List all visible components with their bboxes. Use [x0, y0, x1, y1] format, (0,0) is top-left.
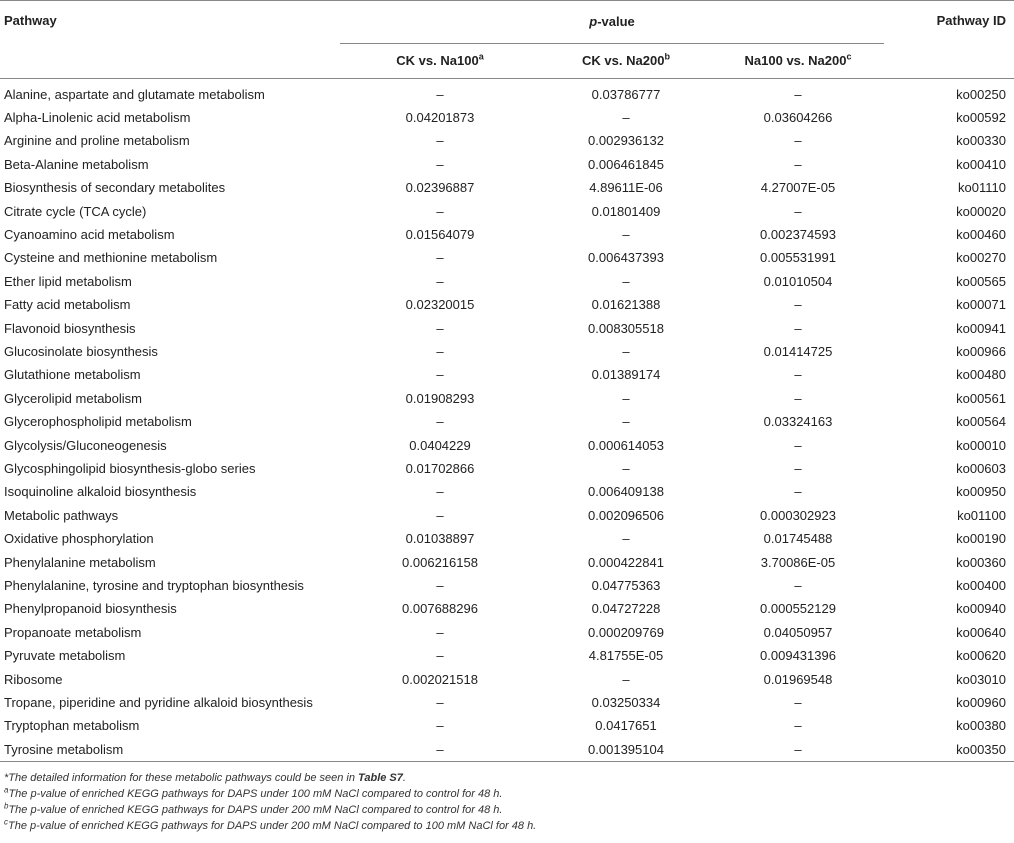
cell-ck-vs-na100: 0.01702866: [405, 461, 475, 476]
cell-na100-vs-na200: 0.009431396: [760, 648, 836, 664]
cell-ck-vs-na100: 0.006216158: [402, 554, 478, 570]
cell-ck-vs-na100: 0.02396887: [405, 180, 475, 196]
cell-pathway: Phenylalanine, tyrosine and tryptophan biosynthesis: [4, 578, 304, 594]
cell-ck-vs-na200: 0.03786777: [591, 86, 661, 102]
cell-ck-vs-na200: 0.01801409: [591, 203, 661, 219]
table-row: [0, 668, 1014, 691]
cell-pathway-id: ko00071: [956, 297, 1006, 313]
cell-ck-vs-na200: 0.0417651: [595, 718, 657, 734]
cell-ck-vs-na100: –: [436, 484, 444, 500]
table-row: [0, 457, 1014, 480]
cell-pathway-id: ko01100: [957, 507, 1006, 523]
cell-na100-vs-na200: –: [794, 297, 802, 313]
cell-na100-vs-na200: –: [794, 718, 802, 734]
cell-pathway: Propanoate metabolism: [4, 624, 142, 640]
cell-ck-vs-na200: –: [622, 531, 630, 547]
table-row: [0, 551, 1014, 574]
cell-pathway-id: ko00380: [956, 718, 1006, 734]
cell-ck-vs-na100: 0.002021518: [402, 671, 478, 687]
cell-ck-vs-na200: –: [622, 461, 630, 476]
header-pathway: Pathway: [0, 1, 340, 44]
cell-na100-vs-na200: –: [794, 578, 802, 594]
cell-ck-vs-na200: 0.006461845: [588, 156, 664, 172]
table-row: [0, 574, 1014, 597]
cell-na100-vs-na200: 0.000302923: [760, 507, 836, 523]
cell-ck-vs-na100: –: [436, 273, 444, 289]
cell-pathway: Flavonoid biosynthesis: [4, 320, 136, 336]
cell-na100-vs-na200: –: [712, 738, 884, 762]
cell-pathway-id: ko00640: [956, 624, 1006, 640]
cell-pathway: Metabolic pathways: [4, 507, 119, 523]
table-body: [0, 78, 1014, 762]
header-spacer-id: [884, 43, 1014, 78]
cell-na100-vs-na200: 0.04050957: [763, 624, 833, 640]
cell-na100-vs-na200: –: [794, 390, 802, 406]
cell-pathway-id: ko00250: [956, 86, 1006, 102]
cell-pathway-id: ko00620: [956, 648, 1006, 664]
table-row: [0, 387, 1014, 410]
cell-pathway-id: ko00561: [956, 390, 1006, 406]
cell-ck-vs-na100: –: [436, 203, 444, 219]
cell-ck-vs-na100: –: [436, 718, 444, 734]
table-row: [0, 246, 1014, 269]
cell-ck-vs-na100: 0.02320015: [405, 297, 475, 313]
cell-pathway-id: ko00941: [956, 320, 1006, 336]
cell-pathway: Tropane, piperidine and pyridine alkaloid biosynthesis: [4, 695, 313, 711]
cell-ck-vs-na200: –: [622, 226, 630, 242]
table-row: [0, 78, 1014, 106]
table-row: [0, 621, 1014, 644]
cell-pathway-id: ko00603: [956, 461, 1006, 476]
cell-pathway: Glycerolipid metabolism: [4, 390, 142, 406]
cell-ck-vs-na200: 0.000614053: [588, 437, 664, 453]
cell-ck-vs-na100: –: [436, 507, 444, 523]
cell-ck-vs-na100: –: [436, 250, 444, 266]
cell-na100-vs-na200: –: [794, 461, 802, 476]
cell-ck-vs-na200: 0.006409138: [588, 484, 664, 500]
table-row: [0, 340, 1014, 363]
cell-pathway-id: ko00190: [956, 531, 1006, 547]
cell-pathway: Biosynthesis of secondary metabolites: [4, 180, 226, 196]
cell-ck-vs-na100: –: [436, 414, 444, 430]
cell-ck-vs-na100: 0.0404229: [409, 437, 471, 453]
cell-ck-vs-na100: –: [340, 738, 540, 762]
header-spacer: [0, 43, 340, 78]
cell-na100-vs-na200: 0.002374593: [760, 226, 836, 242]
header-na100-vs-na200: Na100 vs. Na200$^c$: [712, 43, 884, 78]
table-row: [0, 200, 1014, 223]
cell-ck-vs-na200: 0.008305518: [588, 320, 664, 336]
cell-pathway-id: ko00564: [956, 414, 1006, 430]
cell-pathway: Ribosome: [4, 671, 63, 687]
cell-ck-vs-na100: –: [436, 624, 444, 640]
cell-na100-vs-na200: –: [794, 367, 802, 383]
table-row: [0, 270, 1014, 293]
cell-pathway: Beta-Alanine metabolism: [4, 156, 149, 172]
table-row: [0, 714, 1014, 737]
header-pathway-id: Pathway ID: [884, 1, 1014, 44]
cell-ck-vs-na100: –: [436, 320, 444, 336]
cell-pathway-id: ko00966: [956, 343, 1006, 359]
cell-ck-vs-na100: 0.01038897: [405, 531, 475, 547]
cell-ck-vs-na100: –: [436, 86, 444, 102]
cell-ck-vs-na100: –: [436, 648, 444, 664]
table-row: [0, 738, 1014, 762]
cell-ck-vs-na100: 0.01564079: [405, 226, 475, 242]
cell-na100-vs-na200: –: [794, 203, 802, 219]
cell-ck-vs-na200: 0.006437393: [588, 250, 664, 266]
cell-ck-vs-na200: 0.01389174: [591, 367, 661, 383]
cell-pathway: Pyruvate metabolism: [4, 648, 126, 664]
cell-pathway: Glycerophospholipid metabolism: [4, 414, 192, 430]
table-footnotes: [0, 770, 1014, 834]
cell-pathway-id: ko00410: [956, 156, 1006, 172]
cell-pathway-id: ko00565: [956, 273, 1006, 289]
cell-pathway: Citrate cycle (TCA cycle): [4, 203, 147, 219]
header-ck-vs-na100: CK vs. Na100$^a$: [340, 43, 540, 78]
cell-pathway-id: ko00020: [956, 203, 1006, 219]
cell-ck-vs-na100: –: [436, 695, 444, 711]
cell-na100-vs-na200: –: [794, 86, 802, 102]
cell-ck-vs-na200: 0.000422841: [588, 554, 664, 570]
cell-ck-vs-na100: 0.007688296: [402, 601, 478, 617]
table-row: [0, 480, 1014, 503]
cell-pathway: Phenylalanine metabolism: [4, 554, 156, 570]
cell-pathway-id: ko00330: [956, 133, 1006, 149]
cell-ck-vs-na100: –: [436, 578, 444, 594]
cell-na100-vs-na200: –: [794, 695, 802, 711]
cell-na100-vs-na200: 0.03324163: [763, 414, 833, 430]
table-header: [0, 1, 1014, 79]
header-pvalue: p-value: [340, 1, 884, 44]
table-row: [0, 106, 1014, 129]
cell-pathway: Ether lipid metabolism: [4, 273, 132, 289]
cell-na100-vs-na200: 0.005531991: [760, 250, 836, 266]
cell-ck-vs-na200: 4.81755E-05: [588, 648, 664, 664]
cell-na100-vs-na200: 0.01969548: [763, 671, 833, 687]
footnote-a: $^a$The p-value of enriched KEGG pathways for DAPS under 100 mM NaCl compared to control for 48 h.: [4, 785, 503, 801]
header-ck-vs-na200: CK vs. Na200$^b$: [540, 43, 712, 78]
cell-pathway: Glycosphingolipid biosynthesis-globo series: [4, 461, 256, 476]
table-row: [0, 363, 1014, 386]
cell-ck-vs-na200: 0.000209769: [588, 624, 664, 640]
cell-na100-vs-na200: 0.000552129: [760, 601, 836, 617]
cell-na100-vs-na200: –: [794, 484, 802, 500]
cell-pathway-id: ko00270: [956, 250, 1006, 266]
cell-ck-vs-na200: –: [622, 414, 630, 430]
cell-pathway-id: ko00360: [956, 554, 1006, 570]
cell-ck-vs-na100: –: [436, 367, 444, 383]
cell-ck-vs-na200: 0.01621388: [591, 297, 661, 313]
cell-pathway: Oxidative phosphorylation: [4, 531, 154, 547]
cell-pathway-id: ko01110: [958, 180, 1006, 196]
cell-pathway: Glucosinolate biosynthesis: [4, 343, 158, 359]
cell-pathway: Tyrosine metabolism: [0, 738, 340, 762]
cell-ck-vs-na200: 0.03250334: [591, 695, 661, 711]
cell-pathway: Alpha-Linolenic acid metabolism: [4, 109, 191, 125]
cell-ck-vs-na200: 0.002936132: [588, 133, 664, 149]
cell-na100-vs-na200: 4.27007E-05: [760, 180, 836, 196]
cell-ck-vs-na200: 0.001395104: [540, 738, 712, 762]
cell-pathway: Arginine and proline metabolism: [4, 133, 190, 149]
footnote-c: $^c$The p-value of enriched KEGG pathways for DAPS under 200 mM NaCl compared to 100 mM NaCl for 48 h.: [4, 817, 537, 833]
table-row: [0, 293, 1014, 316]
cell-pathway: Cyanoamino acid metabolism: [4, 226, 175, 242]
footnote-b: $^b$The p-value of enriched KEGG pathways for DAPS under 200 mM NaCl compared to control for 48 h.: [4, 801, 503, 817]
cell-ck-vs-na100: –: [436, 156, 444, 172]
cell-pathway-id: ko00350: [884, 738, 1014, 762]
cell-ck-vs-na200: –: [622, 390, 630, 406]
cell-pathway: Glutathione metabolism: [4, 367, 141, 383]
cell-ck-vs-na100: 0.01908293: [405, 390, 475, 406]
cell-na100-vs-na200: –: [794, 320, 802, 336]
table-row: [0, 317, 1014, 340]
table-row: [0, 597, 1014, 620]
cell-pathway-id: ko03010: [956, 671, 1006, 687]
cell-pathway-id: ko00480: [956, 367, 1006, 383]
cell-pathway-id: ko00950: [956, 484, 1006, 500]
cell-ck-vs-na200: –: [622, 343, 630, 359]
table-row: [0, 644, 1014, 667]
cell-ck-vs-na100: –: [436, 343, 444, 359]
cell-pathway: Isoquinoline alkaloid biosynthesis: [4, 484, 197, 500]
table-row: [0, 129, 1014, 152]
table-row: [0, 434, 1014, 457]
cell-ck-vs-na200: –: [622, 109, 630, 125]
cell-pathway: Fatty acid metabolism: [4, 297, 131, 313]
cell-pathway-id: ko00010: [956, 437, 1006, 453]
cell-pathway: Tryptophan metabolism: [4, 718, 140, 734]
table-row: [0, 691, 1014, 714]
cell-ck-vs-na200: 0.002096506: [588, 507, 664, 523]
cell-ck-vs-na200: 0.04775363: [591, 578, 661, 594]
cell-ck-vs-na100: 0.04201873: [405, 109, 475, 125]
cell-na100-vs-na200: 0.03604266: [763, 109, 833, 125]
cell-pathway-id: ko00400: [956, 578, 1006, 594]
cell-pathway: Glycolysis/Gluconeogenesis: [4, 437, 167, 453]
table-row: [0, 527, 1014, 550]
cell-ck-vs-na200: –: [622, 671, 630, 687]
cell-na100-vs-na200: 0.01745488: [763, 531, 833, 547]
cell-pathway-id: ko00460: [956, 226, 1006, 242]
cell-pathway-id: ko00960: [956, 695, 1006, 711]
cell-na100-vs-na200: –: [794, 156, 802, 172]
cell-na100-vs-na200: 0.01414725: [763, 343, 833, 359]
cell-pathway: Phenylpropanoid biosynthesis: [4, 601, 177, 617]
table-row: [0, 410, 1014, 433]
cell-na100-vs-na200: –: [794, 133, 802, 149]
cell-ck-vs-na200: –: [622, 273, 630, 289]
cell-na100-vs-na200: –: [794, 437, 802, 453]
cell-na100-vs-na200: 3.70086E-05: [760, 554, 836, 570]
table-row: [0, 223, 1014, 246]
cell-ck-vs-na200: 0.04727228: [591, 601, 661, 617]
table-row: [0, 153, 1014, 176]
cell-ck-vs-na200: 4.89611E-06: [589, 180, 663, 196]
table-row: [0, 504, 1014, 527]
cell-na100-vs-na200: 0.01010504: [763, 273, 833, 289]
footnote-1: *The detailed information for these metabolic pathways could be seen in Table S7.: [4, 772, 406, 785]
cell-pathway: Cysteine and methionine metabolism: [4, 250, 218, 266]
cell-pathway-id: ko00940: [956, 601, 1006, 617]
cell-pathway: Alanine, aspartate and glutamate metabolism: [4, 86, 265, 102]
table-row: [0, 176, 1014, 199]
cell-ck-vs-na100: –: [436, 133, 444, 149]
cell-pathway-id: ko00592: [956, 109, 1006, 125]
